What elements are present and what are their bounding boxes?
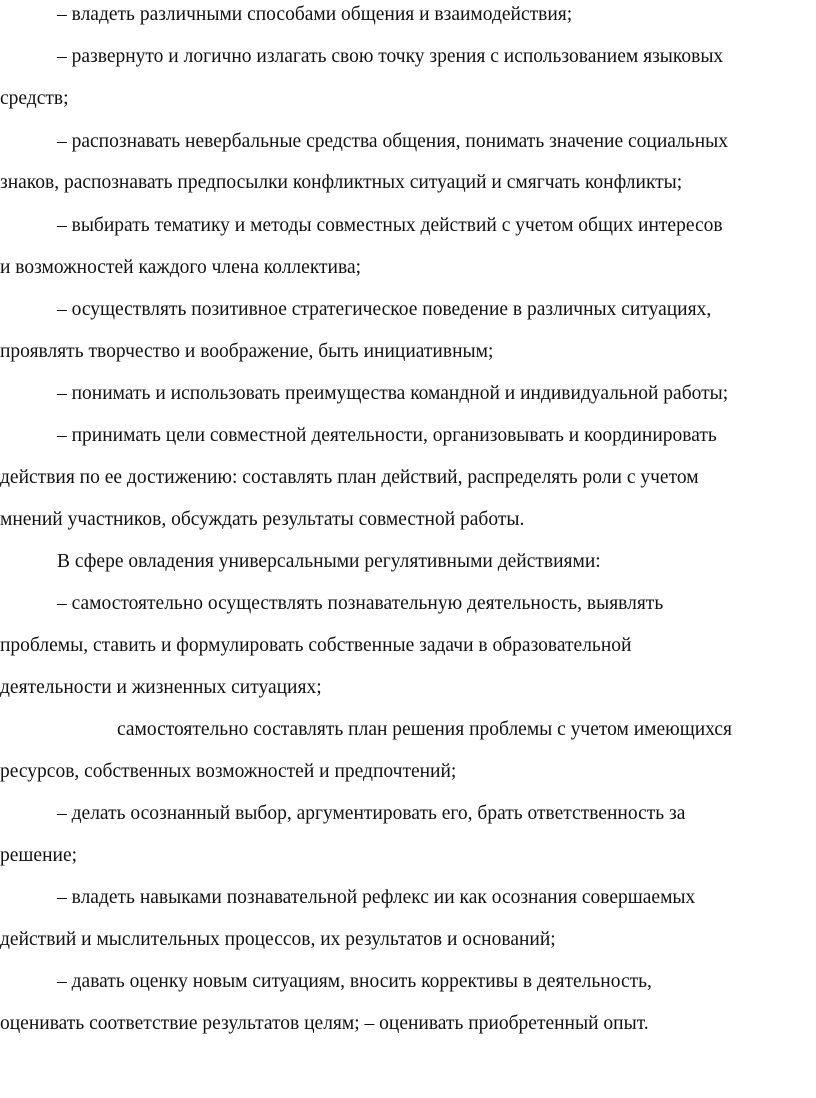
text-line: – самостоятельно осуществлять познавательную деятельность, выявлять: [57, 593, 664, 614]
text-line: самостоятельно составлять план решения проблемы с учетом имеющихся: [117, 719, 733, 740]
text-line: – распознавать невербальные средства общения, понимать значение социальных: [57, 131, 728, 152]
text-line: действия по ее достижению: составлять план действий, распределять роли с учетом: [0, 467, 699, 488]
text-line: мнений участников, обсуждать результаты совместной работы.: [0, 509, 525, 530]
text-line: – понимать и использовать преимущества командной и индивидуальной работы;: [57, 383, 729, 404]
text-line: – давать оценку новым ситуациям, вносить коррективы в деятельность,: [57, 971, 652, 992]
text-line: проблемы, ставить и формулировать собственные задачи в образовательной: [0, 635, 632, 656]
text-line: оценивать соответствие результатов целям; – оценивать приобретенный опыт.: [0, 1013, 649, 1034]
text-line: знаков, распознавать предпосылки конфликтных ситуаций и смягчать конфликты;: [0, 172, 683, 193]
text-line: проявлять творчество и воображение, быть инициативным;: [0, 341, 494, 362]
text-line: – осуществлять позитивное стратегическое поведение в различных ситуациях,: [57, 299, 712, 320]
text-line: средств;: [0, 88, 69, 109]
text-line: решение;: [0, 845, 78, 866]
text-line: – выбирать тематику и методы совместных действий с учетом общих интересов: [57, 215, 723, 236]
text-line: – владеть различными способами общения и взаимодействия;: [57, 4, 573, 25]
text-line: ресурсов, собственных возможностей и предпочтений;: [0, 761, 457, 782]
text-line: – делать осознанный выбор, аргументировать его, брать ответственность за: [57, 803, 686, 824]
section-heading: В сфере овладения универсальными регулятивными действиями:: [57, 551, 601, 572]
text-line: – владеть навыками познавательной рефлекс ии как осознания совершаемых: [57, 887, 696, 908]
text-line: и возможностей каждого члена коллектива;: [0, 257, 362, 278]
text-line: действий и мыслительных процессов, их результатов и оснований;: [0, 929, 556, 950]
text-line: деятельности и жизненных ситуациях;: [0, 677, 322, 698]
text-line: – развернуто и логично излагать свою точку зрения с использованием языковых: [57, 46, 724, 67]
text-line: – принимать цели совместной деятельности, организовывать и координировать: [57, 425, 717, 446]
